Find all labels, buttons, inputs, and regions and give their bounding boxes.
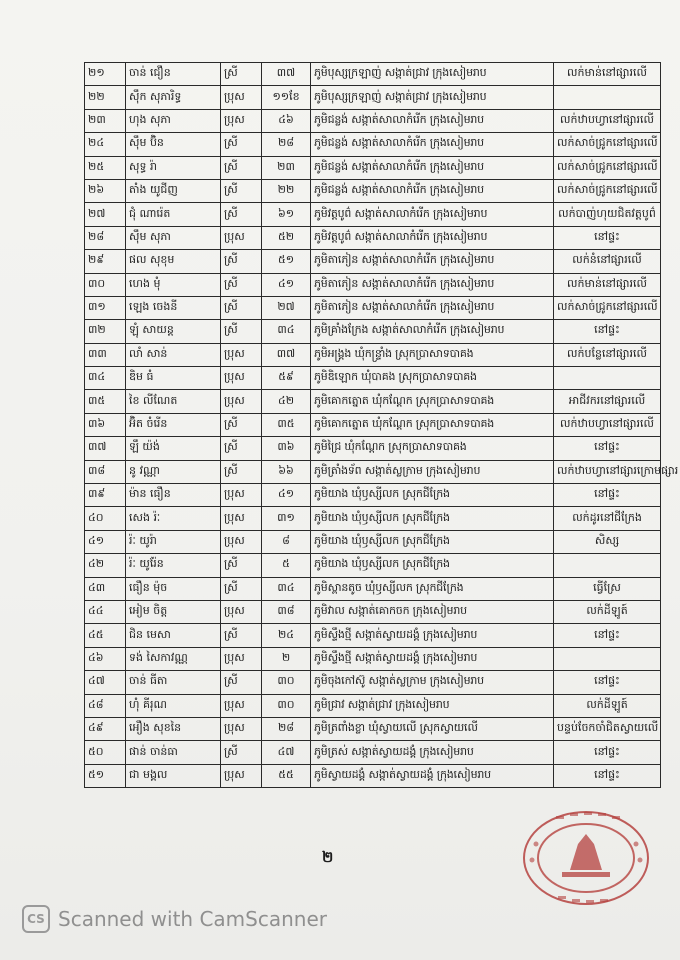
person-address: ភូមិយាង ឃុំឫស្សីលក ស្រុកជីក្រែង xyxy=(311,530,554,553)
person-sex: ប្រុស xyxy=(221,717,262,740)
person-name: ស៊ឹក សុភារិទ្ធ xyxy=(126,86,221,109)
person-name: ម៉ាន ធឿន xyxy=(126,484,221,507)
person-address: ភូមិជ្រៃ ឃុំកណ្ដែក ស្រុកប្រាសាទបាគង xyxy=(311,437,554,460)
row-number: ៥០ xyxy=(85,741,126,764)
person-occupation: លក់ដីឡូត៍ xyxy=(554,694,661,717)
person-name: ឌិម ធំ xyxy=(126,367,221,390)
person-address: ភូមិចុងកៅស៊ូ សង្កាត់ស្លក្រាម ក្រុងសៀមរាប xyxy=(311,671,554,694)
row-number: ៤៣ xyxy=(85,577,126,600)
table-row xyxy=(85,109,661,132)
person-sex: ស្រី xyxy=(221,437,262,460)
row-number: ២២ xyxy=(85,86,126,109)
person-address: ភូមិគ្រាំងក្រែង សង្កាត់សាលាកំរើក ក្រុងសៀមរាប xyxy=(311,320,554,343)
table-row xyxy=(85,273,661,296)
person-occupation: លក់ដូរនៅជីក្រែង xyxy=(554,507,661,530)
row-number: ២៧ xyxy=(85,203,126,226)
row-number: ៣២ xyxy=(85,320,126,343)
person-address: ភូមិត្រស់ សង្កាត់ស្វាយដង្គំ ក្រុងសៀមរាប xyxy=(311,741,554,764)
person-occupation: លក់មាន់នៅផ្សារលើ xyxy=(554,63,661,86)
person-age: ៣០ xyxy=(262,671,311,694)
roster-table xyxy=(84,62,679,788)
person-address: ភូមិយាង ឃុំឫស្សីលក ស្រុកជីក្រែង xyxy=(311,507,554,530)
person-age: ៥ xyxy=(262,554,311,577)
row-number: ៣៣ xyxy=(85,343,126,366)
person-name: ស៊ឹម សុភា xyxy=(126,226,221,249)
person-occupation: នៅផ្ទះ xyxy=(554,437,661,460)
table-row xyxy=(85,367,661,390)
person-occupation: លក់ឋាបហ្វានៅផ្សារលើ xyxy=(554,109,661,132)
table-row xyxy=(85,717,661,740)
person-address: ភូមិយាង ឃុំឫស្សីលក ស្រុកជីក្រែង xyxy=(311,484,554,507)
person-age: ៣៧ xyxy=(262,63,311,86)
person-sex: ស្រី xyxy=(221,133,262,156)
row-number: ៤៤ xyxy=(85,600,126,623)
person-address: ភូមិបុស្សក្រឡាញ់ សង្កាត់ជ្រាវ ក្រុងសៀមរាប xyxy=(311,86,554,109)
person-occupation: លក់សាច់ជ្រូកនៅផ្សារលើ xyxy=(554,296,661,319)
person-address: ភូមិតាភៀន សង្កាត់សាលាកំរើក ក្រុងសៀមរាប xyxy=(311,296,554,319)
person-occupation: នៅផ្ទះ xyxy=(554,624,661,647)
person-address: ភូមិបុស្សក្រឡាញ់ សង្កាត់ជ្រាវ ក្រុងសៀមរាប xyxy=(311,63,554,86)
person-age: ២២ xyxy=(262,179,311,202)
person-age: ៣៤ xyxy=(262,577,311,600)
camscanner-logo-icon: CS xyxy=(22,905,50,933)
table-row xyxy=(85,63,661,86)
person-name: ជុំ ណារ៉េត xyxy=(126,203,221,226)
person-address: ភូមិស្ទឹងថ្មី សង្កាត់ស្វាយដង្គំ ក្រុងសៀមរាប xyxy=(311,647,554,670)
person-name: ហេង មុំ xyxy=(126,273,221,296)
person-age: ៦៦ xyxy=(262,460,311,483)
table-row xyxy=(85,460,661,483)
person-age: ៨ xyxy=(262,530,311,553)
person-address: ភូមិត្រពាំងខ្លា ឃុំស្វាយលើ ស្រុកស្វាយលើ xyxy=(311,717,554,740)
person-sex: ប្រុស xyxy=(221,507,262,530)
person-name: សេង រ៉ៈ xyxy=(126,507,221,530)
person-age: ៤១ xyxy=(262,484,311,507)
person-age: ៣៨ xyxy=(262,600,311,623)
person-name: សុទ្ធ រ៉ា xyxy=(126,156,221,179)
person-occupation: លក់បាញ់ហុយជិតវត្តបូព៌ xyxy=(554,203,661,226)
person-name: តាំង យូជីញ xyxy=(126,179,221,202)
person-age: ៣៤ xyxy=(262,320,311,343)
person-occupation: លក់ឋាបហ្វានៅផ្សារលើ xyxy=(554,413,661,436)
row-number: ៤០ xyxy=(85,507,126,530)
table-row xyxy=(85,554,661,577)
person-address: ភូមិវត្តបូព៌ សង្កាត់សាលាកំរើក ក្រុងសៀមរាប xyxy=(311,226,554,249)
person-sex: ប្រុស xyxy=(221,390,262,413)
person-occupation xyxy=(554,86,661,109)
row-number: ២៤ xyxy=(85,133,126,156)
person-occupation: សិស្ស xyxy=(554,530,661,553)
row-number: ៣៤ xyxy=(85,367,126,390)
table-row xyxy=(85,296,661,319)
row-number: ២១ xyxy=(85,63,126,86)
person-name: ចាន់ ធីតា xyxy=(126,671,221,694)
table-row xyxy=(85,320,661,343)
row-number: ២៩ xyxy=(85,250,126,273)
person-name: អឿង សុខនៃ xyxy=(126,717,221,740)
row-number: ៤៧ xyxy=(85,671,126,694)
person-name: ឡេង ចេងនី xyxy=(126,296,221,319)
table-row xyxy=(85,764,661,787)
person-address: ភូមិជន្លង់ សង្កាត់សាលាកំរើក ក្រុងសៀមរាប xyxy=(311,109,554,132)
person-sex: ស្រី xyxy=(221,320,262,343)
person-name: ខៃ លីណែត xyxy=(126,390,221,413)
person-address: ភូមិជន្លង់ សង្កាត់សាលាកំរើក ក្រុងសៀមរាប xyxy=(311,156,554,179)
person-address: ភូមិគោកត្នោត ឃុំកណ្ដែក ស្រុកប្រាសាទបាគង xyxy=(311,390,554,413)
camscanner-watermark xyxy=(22,905,327,933)
person-age: ៤៧ xyxy=(262,741,311,764)
person-age: ៣៥ xyxy=(262,413,311,436)
person-sex: ប្រុស xyxy=(221,367,262,390)
person-name: ហុំ គីរុណ xyxy=(126,694,221,717)
person-sex: ប្រុស xyxy=(221,694,262,717)
person-sex: ប្រុស xyxy=(221,226,262,249)
person-sex: ស្រី xyxy=(221,179,262,202)
person-sex: ស្រី xyxy=(221,577,262,600)
person-address: ភូមិជន្លង់ សង្កាត់សាលាកំរើក ក្រុងសៀមរាប xyxy=(311,133,554,156)
table-row xyxy=(85,343,661,366)
person-age: ១១ខែ xyxy=(262,86,311,109)
person-address: ភូមិតាភៀន សង្កាត់សាលាកំរើក ក្រុងសៀមរាប xyxy=(311,273,554,296)
person-sex: ស្រី xyxy=(221,624,262,647)
table-row xyxy=(85,694,661,717)
table-row xyxy=(85,226,661,249)
person-address: ភូមិយាង ឃុំឫស្សីលក ស្រុកជីក្រែង xyxy=(311,554,554,577)
person-address: ភូមិតាភៀន សង្កាត់សាលាកំរើក ក្រុងសៀមរាប xyxy=(311,250,554,273)
person-sex: ស្រី xyxy=(221,554,262,577)
person-occupation: បន្ទប់ចែកចាំជិតស្វាយលើ xyxy=(554,717,661,740)
table-row xyxy=(85,437,661,460)
person-address: ភូមិត្រាំងទ័ព សង្កាត់ស្លក្រាម ក្រុងសៀមរាប xyxy=(311,460,554,483)
table-row xyxy=(85,671,661,694)
row-number: ៤២ xyxy=(85,554,126,577)
person-sex: ស្រី xyxy=(221,273,262,296)
row-number: ៤៥ xyxy=(85,624,126,647)
person-occupation: លក់ឋាបហ្វានៅផ្សារក្រោមផ្សារ xyxy=(554,460,661,483)
person-name: ឡុំ សាយន្ត xyxy=(126,320,221,343)
table-row xyxy=(85,530,661,553)
table-row xyxy=(85,741,661,764)
row-number: ២៣ xyxy=(85,109,126,132)
person-address: ភូមិស្ពានតូច ឃុំឫស្សីលក ស្រុកជីក្រែង xyxy=(311,577,554,600)
person-age: ២៤ xyxy=(262,624,311,647)
table-row xyxy=(85,390,661,413)
person-name: អៀម ចិត្ត xyxy=(126,600,221,623)
person-sex: ស្រី xyxy=(221,296,262,319)
person-name: ជិន មេសា xyxy=(126,624,221,647)
person-occupation: លក់មាន់នៅផ្សារលើ xyxy=(554,273,661,296)
row-number: ៣៥ xyxy=(85,390,126,413)
person-sex: ប្រុស xyxy=(221,600,262,623)
person-name: ធឿន ម៉ុច xyxy=(126,577,221,600)
table-row xyxy=(85,413,661,436)
row-number: ៥១ xyxy=(85,764,126,787)
person-age: ៥១ xyxy=(262,250,311,273)
person-age: ៥២ xyxy=(262,226,311,249)
person-sex: ប្រុស xyxy=(221,764,262,787)
person-address: ភូមិគោកត្នោត ឃុំកណ្ដែក ស្រុកប្រាសាទបាគង xyxy=(311,413,554,436)
row-number: ៣១ xyxy=(85,296,126,319)
person-name: លាំ សាន់ xyxy=(126,343,221,366)
row-number: ៤៨ xyxy=(85,694,126,717)
person-age: ៣០ xyxy=(262,694,311,717)
person-name: ចាន់ ជឿន xyxy=(126,63,221,86)
person-age: ៤២ xyxy=(262,390,311,413)
person-sex: ស្រី xyxy=(221,741,262,764)
person-name: នូ វណ្ណា xyxy=(126,460,221,483)
person-name: ហុង សុភា xyxy=(126,109,221,132)
person-sex: ស្រី xyxy=(221,203,262,226)
person-sex: ស្រី xyxy=(221,460,262,483)
row-number: ៤៩ xyxy=(85,717,126,740)
person-sex: ប្រុស xyxy=(221,647,262,670)
official-seal-stamp xyxy=(512,800,650,908)
person-sex: ប្រុស xyxy=(221,484,262,507)
person-name: រ៉ៈ យូរ៉ែន xyxy=(126,554,221,577)
person-name: រ៉ៈ យូរ៉ា xyxy=(126,530,221,553)
person-name: ស៊ឹម ប៊ិន xyxy=(126,133,221,156)
roster-body xyxy=(85,63,679,788)
person-age: ៣១ xyxy=(262,507,311,530)
person-occupation: នៅផ្ទះ xyxy=(554,671,661,694)
person-age: ៤៦ xyxy=(262,109,311,132)
table-row xyxy=(85,507,661,530)
person-address: ភូមិជន្លង់ សង្កាត់សាលាកំរើក ក្រុងសៀមរាប xyxy=(311,179,554,202)
person-occupation: លក់សាច់ជ្រូកនៅផ្សារលើ xyxy=(554,156,661,179)
row-number: ៣៨ xyxy=(85,460,126,483)
page-number: ២ xyxy=(322,848,334,866)
row-number: ៤៦ xyxy=(85,647,126,670)
person-sex: ប្រុស xyxy=(221,343,262,366)
person-occupation xyxy=(554,647,661,670)
table-row xyxy=(85,86,661,109)
table-row xyxy=(85,203,661,226)
table-row xyxy=(85,577,661,600)
table-row xyxy=(85,600,661,623)
person-occupation: នៅផ្ទះ xyxy=(554,226,661,249)
person-age: ២៧ xyxy=(262,296,311,319)
person-address: ភូមិឌិឡោក ឃុំបាគង ស្រុកប្រាសាទបាគង xyxy=(311,367,554,390)
person-address: ភូមិស្ទឹងថ្មី សង្កាត់ស្វាយដង្គំ ក្រុងសៀមរាប xyxy=(311,624,554,647)
table-row xyxy=(85,133,661,156)
person-name: ទង់ សៃកាវណ្ណ xyxy=(126,647,221,670)
person-occupation xyxy=(554,367,661,390)
person-address: ភូមិជ្រាវ សង្កាត់ជ្រាវ ក្រុងសៀមរាប xyxy=(311,694,554,717)
row-number: ៣៩ xyxy=(85,484,126,507)
person-name: ផល សុខុម xyxy=(126,250,221,273)
person-age: ៤១ xyxy=(262,273,311,296)
person-address: ភូមិស្វាយដង្គំ សង្កាត់ស្វាយដង្គំ ក្រុងសៀមរាប xyxy=(311,764,554,787)
row-number: ២៦ xyxy=(85,179,126,202)
person-age: ៥៥ xyxy=(262,764,311,787)
row-number: ៤១ xyxy=(85,530,126,553)
row-number: ២៥ xyxy=(85,156,126,179)
person-age: ៥៩ xyxy=(262,367,311,390)
person-occupation: ធ្វើស្រែ xyxy=(554,577,661,600)
table-row xyxy=(85,250,661,273)
person-sex: ប្រុស xyxy=(221,86,262,109)
person-age: ៣៧ xyxy=(262,343,311,366)
person-address: ភូមិវត្តបូព៌ សង្កាត់សាលាកំរើក ក្រុងសៀមរាប xyxy=(311,203,554,226)
table-row xyxy=(85,484,661,507)
person-age: ២៣ xyxy=(262,156,311,179)
person-age: ២៨ xyxy=(262,133,311,156)
row-number: ២៨ xyxy=(85,226,126,249)
table-row xyxy=(85,647,661,670)
row-number: ៣៧ xyxy=(85,437,126,460)
person-occupation: លក់សាច់ជ្រូកនៅផ្សារលើ xyxy=(554,133,661,156)
table-row xyxy=(85,624,661,647)
person-sex: ស្រី xyxy=(221,63,262,86)
person-address: ភូមិអង្គ្រង ឃុំកន្ទ្រាំង ស្រុកប្រាសាទបាគង xyxy=(311,343,554,366)
table-row xyxy=(85,179,661,202)
person-occupation: នៅផ្ទះ xyxy=(554,741,661,764)
table-row xyxy=(85,156,661,179)
person-sex: ស្រី xyxy=(221,250,262,273)
person-sex: ប្រុស xyxy=(221,530,262,553)
watermark-text: Scanned with CamScanner xyxy=(58,907,327,931)
person-age: ៦១ xyxy=(262,203,311,226)
person-sex: ប្រុស xyxy=(221,109,262,132)
person-occupation: លក់បន្លែនៅផ្សារលើ xyxy=(554,343,661,366)
person-sex: ស្រី xyxy=(221,413,262,436)
person-occupation: នៅផ្ទះ xyxy=(554,764,661,787)
person-address: ភូមិវាល សង្កាត់គោកចក ក្រុងសៀមរាប xyxy=(311,600,554,623)
person-age: ៣៦ xyxy=(262,437,311,460)
person-occupation: លក់សាច់ជ្រូកនៅផ្សារលើ xyxy=(554,179,661,202)
person-age: ២៨ xyxy=(262,717,311,740)
person-age: ២ xyxy=(262,647,311,670)
person-sex: ស្រី xyxy=(221,671,262,694)
person-occupation: លក់នំនៅផ្សារលើ xyxy=(554,250,661,273)
person-name: ជា មង្គល xyxy=(126,764,221,787)
person-occupation: នៅផ្ទះ xyxy=(554,320,661,343)
row-number: ៣៦ xyxy=(85,413,126,436)
person-name: ឡឹ យ៉ង់ xyxy=(126,437,221,460)
person-sex: ស្រី xyxy=(221,156,262,179)
person-occupation xyxy=(554,554,661,577)
person-name: អ៊ិត ចំរើន xyxy=(126,413,221,436)
person-occupation: អាជីវករនៅផ្សារលើ xyxy=(554,390,661,413)
row-number: ៣០ xyxy=(85,273,126,296)
person-name: ផាន់ ចាន់ធា xyxy=(126,741,221,764)
person-occupation: លក់ដីឡូត៍ xyxy=(554,600,661,623)
person-occupation: នៅផ្ទះ xyxy=(554,484,661,507)
